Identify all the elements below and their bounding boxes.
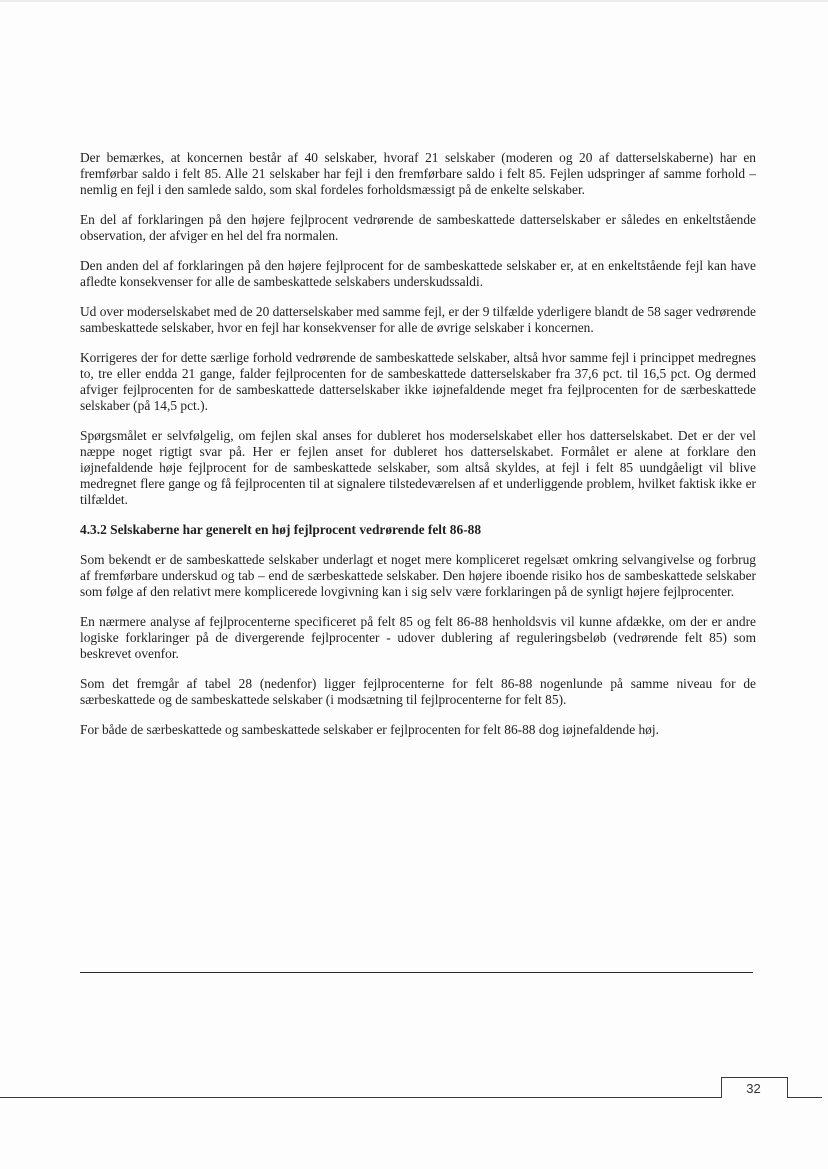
scan-top-edge: [0, 0, 828, 2]
paragraph: En del af forklaringen på den højere fejlprocent vedrørende de sambeskattede datterselskaber er således en enkeltstående observation, der afviger en hel del fra normalen.: [80, 212, 756, 243]
paragraph: Der bemærkes, at koncernen består af 40 selskaber, hvoraf 21 selskaber (moderen og 20 af datterselskaberne) har en fremførbar saldo i felt 85. Alle 21 selskaber har fejl i den fremførbare saldo i felt 85. Fejlen udspringer af samme forhold – nemlig en fejl i den samlede saldo, som skal fordeles forholdsmæssigt på de enkelte selskaber.: [80, 150, 756, 197]
paragraph: Spørgsmålet er selvfølgelig, om fejlen skal anses for dubleret hos moderselskabet eller hos datterselskabet. Det er der vel næppe noget rigtigt svar på. Her er fejlen anset for dubleret hos datterselskabet. Formålet er alene at forklare den iøjnefaldende høje fejlprocent for de sambeskattede selskaber, som altså skyldes, at fejl i felt 85 uundgåeligt vil blive medregnet flere gange og få fejlprocenten til at signalere tilstedeværelsen af et underliggende problem, hvilket faktisk ikke er tilfældet.: [80, 428, 756, 507]
paragraph: Ud over moderselskabet med de 20 datterselskaber med samme fejl, er der 9 tilfælde yderligere blandt de 58 sager vedrørende sambeskattede selskaber, hvor en fejl har konsekvenser for alle de øvrige selskaber i koncernen.: [80, 304, 756, 335]
body-text: [80, 150, 756, 752]
footnote-divider: [80, 972, 753, 973]
paragraph: Som det fremgår af tabel 28 (nedenfor) ligger fejlprocenterne for felt 86-88 nogenlunde på samme niveau for de særbeskattede og de sambeskattede selskaber (i modsætning til fejlprocenterne for felt 85).: [80, 676, 756, 707]
footer-rule-right: [787, 1097, 822, 1098]
footer-rule-left: [0, 1097, 721, 1098]
page-number: 32: [746, 1081, 761, 1096]
paragraph: En nærmere analyse af fejlprocenterne specificeret på felt 85 og felt 86-88 henholdsvis vil kunne afdække, om der er andre logiske forklaringer på de divergerende fejlprocenter - udover dublering af reguleringsbeløb (vedrørende felt 85) som beskrevet ovenfor.: [80, 614, 756, 661]
paragraph: Den anden del af forklaringen på den højere fejlprocent for de sambeskattede selskaber er, at en enkeltstående fejl kan have afledte konsekvenser for alle de sambeskattede selskabers underskudssaldi.: [80, 258, 756, 289]
paragraph: For både de særbeskattede og sambeskattede selskaber er fejlprocenten for felt 86-88 dog iøjnefaldende høj.: [80, 722, 659, 737]
paragraph: Som bekendt er de sambeskattede selskaber underlagt et noget mere kompliceret regelsæt omkring selvangivelse og forbrug af fremførbare underskud og tab – end de særbeskattede selskaber. Den højere iboende risiko hos de sambeskattede selskaber som følge af den relativt mere komplicerede lovgivning kan i sig selv være forklaringen på de synligt højere fejlprocenter.: [80, 552, 756, 599]
paragraph: Korrigeres der for dette særlige forhold vedrørende de sambeskattede selskaber, altså hvor samme fejl i princippet medregnes to, tre eller endda 21 gange, falder fejlprocenten for de sambeskattede datterselskaber fra 37,6 pct. til 16,5 pct. Og dermed afviger fejlprocenten for de sambeskattede datterselskaber ikke iøjnefaldende meget fra fejlprocenten for de særbeskattede selskaber (på 14,5 pct.).: [80, 350, 756, 413]
section-heading: 4.3.2 Selskaberne har generelt en høj fejlprocent vedrørende felt 86-88: [80, 522, 482, 537]
